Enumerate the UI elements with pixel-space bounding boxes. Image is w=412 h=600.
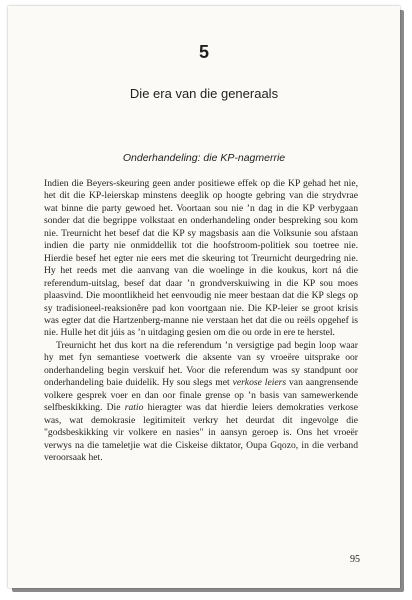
paragraph-text: van aangrensende volkere gesprek voer en dan oor finale grense op ’n basis van samewerkende selfbeskikking. Die bbox=[44, 377, 358, 414]
section-heading: Onderhandeling: die KP-nagmerrie bbox=[122, 152, 286, 164]
paragraph-text: hieragter was dat hierdie leiers demokraties verkose was, wat demokrasie legitimiteit verkry het deurdat dit ingevolge die "godsbeskikking vir volkere en nasies" in aansyn geroep is. Ons het vroeër verwys na die tameletjie wat die Ciskeise diktator, Oupa Gqozo, in die verband veroorsaak het. bbox=[44, 402, 358, 463]
paragraph-text: Treurnicht het dus kort na die referendum ’n versigtige pad begin loop waar hy met fyn semantiese voetwerk die aksente van sy vroeëre uitsprake oor onderhandeling begin verskuif het. Voor die referendum was sy standpunt oor onderhandeling baie duidelik. Hy sou slegs met bbox=[44, 339, 358, 389]
body-text bbox=[44, 178, 358, 464]
paragraph-2 bbox=[44, 340, 358, 465]
page-number: 95 bbox=[350, 554, 360, 565]
italic-phrase: verkose leiers bbox=[232, 377, 287, 389]
italic-phrase: ratio bbox=[124, 402, 144, 414]
paragraph-1 bbox=[44, 178, 358, 340]
book-page bbox=[8, 6, 400, 588]
chapter-title: Die era van die generaals bbox=[129, 86, 279, 101]
chapter-number: 5 bbox=[198, 42, 209, 62]
paragraph-text: Indien die Beyers-skeuring geen ander positiewe effek op die KP gehad het nie, het dit die KP-leierskap minstens deeglik op hoogte gebring van die strydvrae wat binne die party gewoed het. Voortaan sou nie ’n dag in die KP verbygaan sonder dat die begrippe volkstaat en onderhandeling onder bespreking sou kom nie. Treurnicht het besef dat die KP sy magsbasis aan die Volksunie sou afstaan indien die party nie onmiddellik tot die hoofstroom-politiek sou toetree nie. Hierdie besef het egter nie eers met die skeuring tot Treurnicht deurgedring nie. Hy het reeds met die aanvang van die woelinge in die koukus, kort ná die referendum-uitslag, besef dat daar ’n grondverskuiwing in die KP sou moes plaasvind. Die moontlikheid het eenvoudig nie meer bestaan dat die KP slegs op sy tradisioneel-reaksionêre pad kon voortgaan nie. Die KP-leier se groot krisis was egter dat die Hartzenberg-manne nie verstaan het dat die ou reëls opgehef is nie. Hulle het dit júis as ’n uitdaging gesien om die ou orde in ere te herstel. bbox=[44, 178, 358, 339]
